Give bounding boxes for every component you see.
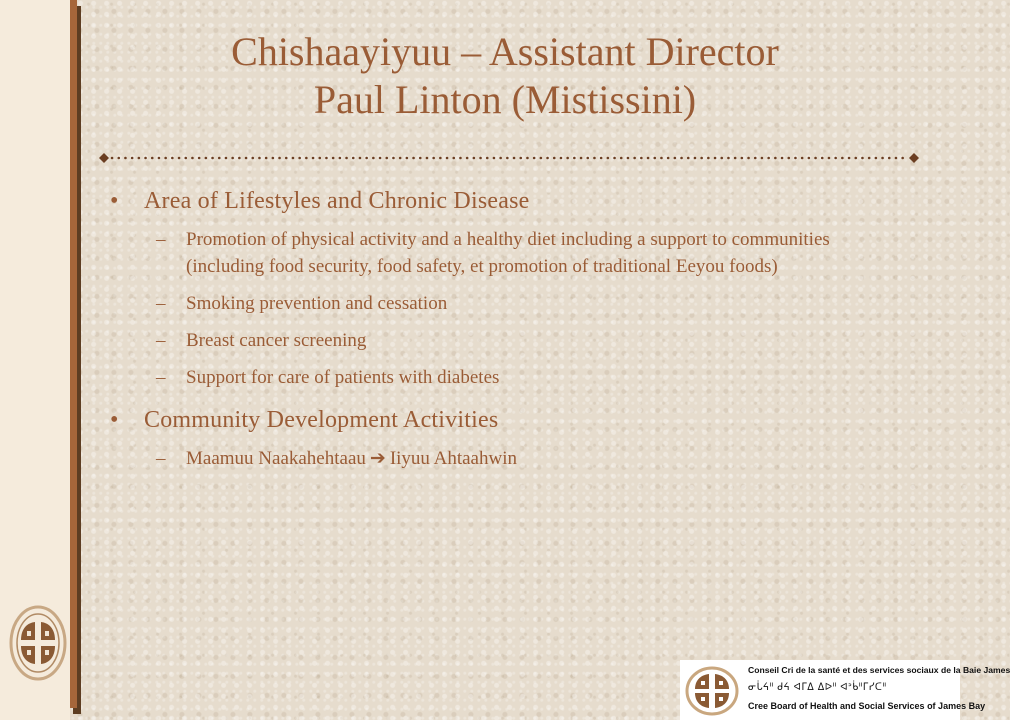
sub-dash: –: [156, 229, 166, 250]
sub-text: Promotion of physical activity and a healthy diet including a support to communities (including food security, food safety, et promotion of traditional Eeyou foods): [186, 229, 830, 277]
bullet-text: Community Development Activities: [144, 407, 499, 433]
sub-item: [156, 445, 850, 472]
sub-item: [156, 290, 850, 317]
slide-content: [110, 186, 850, 472]
sub-item: [156, 364, 850, 391]
logo-emblem-icon: [684, 666, 740, 716]
sub-text-after: Iiyuu Ahtaahwin: [389, 448, 517, 469]
sub-text-before: Maamuu Naakahehtaau: [186, 448, 366, 469]
cree-board-logo: [680, 660, 1010, 720]
divider-right-diamond-icon: [909, 153, 919, 163]
sub-dash: –: [156, 293, 166, 314]
bullet-text: Area of Lifestyles and Chronic Disease: [144, 188, 530, 214]
logo-english-name: Cree Board of Health and Social Services of James Bay: [748, 701, 986, 711]
right-arrow-icon: ➔: [369, 448, 386, 469]
bullet-dot: •: [110, 188, 119, 214]
slide-title: [110, 28, 900, 124]
title-line-2: Paul Linton (Mistissini): [313, 77, 697, 122]
left-rule: [70, 0, 77, 708]
sub-item: [156, 327, 850, 354]
sub-text: [186, 445, 517, 472]
logo-syllabics-name: ᓂᒑᔦᐦ ᑯᔦ ᐊᒥᐃ ᐃᐅᐦ ᐊᐣᑳᐦᒥᓯᑕᐦ: [748, 682, 887, 693]
sub-dash: –: [156, 330, 166, 351]
logo-text: [748, 662, 1010, 714]
divider-left-diamond-icon: [99, 153, 109, 163]
title-line-1: Chishaayiyuu – Assistant Director: [231, 29, 779, 74]
sub-dash: –: [156, 367, 166, 388]
cree-board-emblem-icon: [8, 604, 68, 682]
bullet-item: [110, 186, 850, 216]
sub-dash: –: [156, 448, 166, 469]
bullet-dot: •: [110, 407, 119, 433]
logo-french-name: Conseil Cri de la santé et des services sociaux de la Baie James: [748, 665, 1010, 675]
sub-item: [156, 226, 850, 280]
dotted-divider: [96, 150, 922, 166]
sub-text: Smoking prevention and cessation: [186, 293, 448, 314]
sub-text: Breast cancer screening: [186, 330, 367, 351]
bullet-item: [110, 405, 850, 435]
sub-text: Support for care of patients with diabetes: [186, 367, 500, 388]
